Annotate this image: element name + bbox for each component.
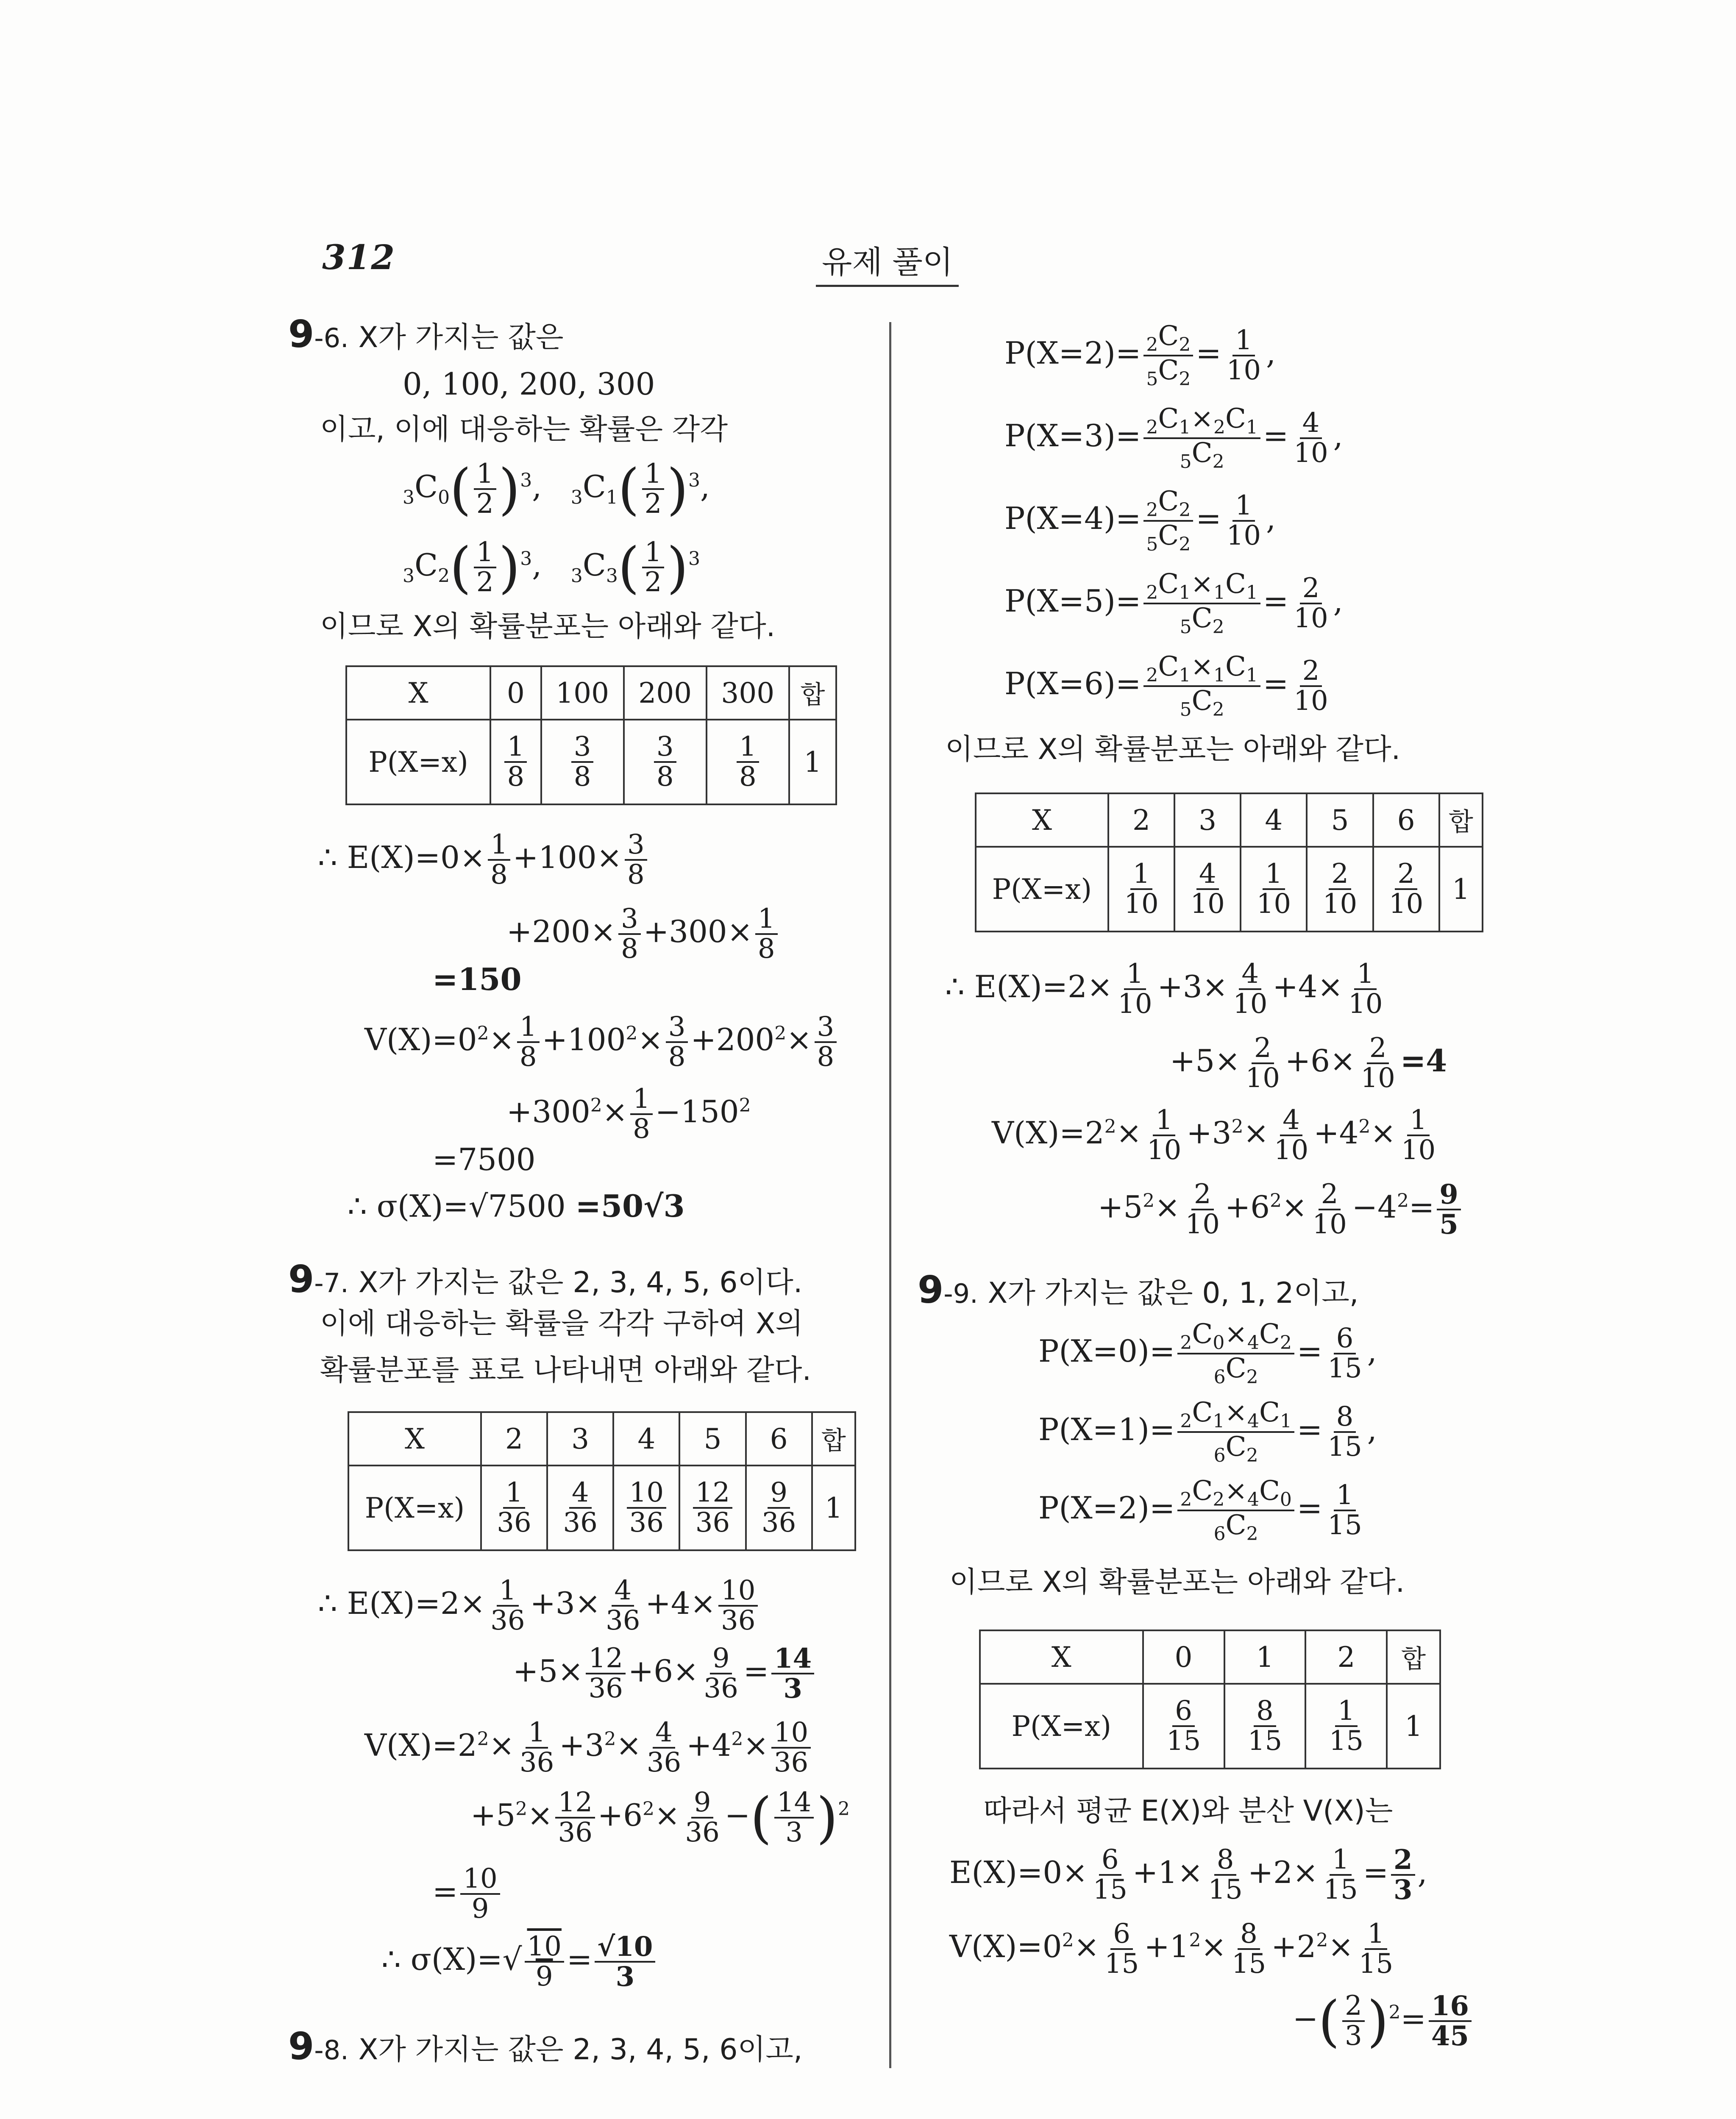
prob-x2-9-9: P(X=2)= $\frac{_2C_2\times_4C_0}{_6C_2}$ = $\frac{1}{15}$ [1038, 1475, 1362, 1545]
problem-9-7-line3: 확률분포를 표로 나타내면 아래와 같다. [320, 1354, 812, 1387]
table-cell: 1 [1439, 847, 1483, 932]
table-cell: $\frac{12}{36}$ [679, 1466, 746, 1550]
table-head-cell: 2 [481, 1412, 547, 1466]
table-head-cell: 4 [1241, 793, 1307, 847]
table-head-cell: 합 [789, 666, 836, 720]
table-cell: $\frac{1}{36}$ [481, 1466, 547, 1550]
variance-9-7-cont: $+5^2\times$ $\frac{12}{36}$ $+6^2\times$ $\frac{9}{36}$ −( $\frac{14}{3}$ )$^2$ [470, 1785, 850, 1850]
table-head-cell: X [348, 1412, 481, 1466]
table-cell: $\frac{3}{8}$ [624, 720, 707, 804]
table-cell: $\frac{1}{15}$ [1305, 1684, 1387, 1769]
variance-9-9: $V(X)=0^2\times$ $\frac{6}{15}$ $+1^2\times$ $\frac{8}{15}$ $+2^2\times$ $\frac{1}{15}$ [949, 1918, 1394, 1980]
table-head-cell: 3 [547, 1412, 613, 1466]
table-cell: $\frac{1}{8}$ [490, 720, 541, 804]
table-head-cell: X [976, 793, 1108, 847]
variance-9-6-result: =7500 [432, 1142, 536, 1177]
table-head-cell: X [346, 666, 490, 720]
variance-9-7-result: = $\frac{10}{9}$ [432, 1865, 503, 1923]
sigma-9-6: ∴ σ(X)=√7500 =50√3 [348, 1188, 685, 1224]
expectation-9-8-cont: +5× $\frac{2}{10}$ +6× $\frac{2}{10}$ =4 [1170, 1032, 1447, 1094]
distribution-table-9-7 [348, 1411, 856, 1551]
problem-9-8-heading: 9-8. X가 가지는 값은 2, 3, 4, 5, 6이고, [288, 2024, 803, 2068]
table-cell: $\frac{2}{10}$ [1373, 847, 1439, 932]
prob-x5-9-8: P(X=5)= $\frac{_2C_1\times_1C_1}{_5C_2}$ = $\frac{2}{10}$ , [1004, 568, 1343, 638]
table-cell: 1 [789, 720, 836, 804]
column-divider [889, 322, 891, 2068]
table-head-cell: 4 [613, 1412, 679, 1466]
table-head-cell: 5 [1307, 793, 1373, 847]
expectation-9-8: ∴ E(X)=2× $\frac{1}{10}$ +3× $\frac{4}{10}$ +4× $\frac{1}{10}$ [945, 958, 1383, 1020]
problem-9-9-heading: 9-9. X가 가지는 값은 0, 1, 2이고, [918, 1268, 1359, 1312]
problem-9-6-prob-intro: 이고, 이에 대응하는 확률은 각각 [320, 413, 728, 446]
table-cell: 1 [1387, 1684, 1440, 1769]
table-head-cell: 1 [1224, 1630, 1306, 1684]
expectation-9-7-cont: +5× $\frac{12}{36}$ +6× $\frac{9}{36}$ = $\frac{14}{3}$ [513, 1644, 817, 1703]
table-head-cell: 300 [707, 666, 789, 720]
table-head-cell: 6 [1373, 793, 1439, 847]
table-head-cell: 합 [812, 1412, 855, 1466]
variance-9-9-cont: −( $\frac{2}{3}$ )$^2$= $\frac{16}{45}$ [1293, 1992, 1474, 2050]
problem-9-9-summary: 따라서 평균 E(X)와 분산 V(X)는 [983, 1794, 1393, 1828]
table-cell: $\frac{6}{15}$ [1143, 1684, 1224, 1769]
table-cell: $\frac{1}{10}$ [1108, 847, 1174, 932]
table-head-cell: 합 [1387, 1630, 1440, 1684]
table-row-label: P(X=x) [980, 1684, 1143, 1769]
table-head-cell: 5 [679, 1412, 746, 1466]
table-head-cell: X [980, 1630, 1143, 1684]
table-cell: $\frac{4}{36}$ [547, 1466, 613, 1550]
prob-x1-9-9: P(X=1)= $\frac{_2C_1\times_4C_1}{_6C_2}$ = $\frac{8}{15}$ , [1038, 1397, 1377, 1466]
table-cell: 1 [812, 1466, 855, 1550]
problem-9-8-conclusion: 이므로 X의 확률분포는 아래와 같다. [945, 733, 1401, 766]
table-head-cell: 0 [1143, 1630, 1224, 1684]
page-header-title: 유제 풀이 [816, 237, 959, 287]
problem-9-6-heading: 9-6. X가 가지는 값은 [288, 312, 564, 356]
problem-9-6-conclusion: 이므로 X의 확률분포는 아래와 같다. [320, 610, 776, 643]
table-head-cell: 2 [1108, 793, 1174, 847]
variance-9-8: $V(X)=2^2\times$ $\frac{1}{10}$ $+3^2\times$ $\frac{4}{10}$ $+4^2\times$ $\frac{1}{10}$ [992, 1104, 1436, 1166]
table-head-cell: 200 [624, 666, 707, 720]
table-head-cell: 0 [490, 666, 541, 720]
table-cell: $\frac{1}{10}$ [1241, 847, 1307, 932]
table-cell: $\frac{1}{8}$ [707, 720, 789, 804]
table-cell: $\frac{8}{15}$ [1224, 1684, 1306, 1769]
variance-9-7: $V(X)=2^2\times$ $\frac{1}{36}$ $+3^2\times$ $\frac{4}{36}$ $+4^2\times$ $\frac{10}{36}$ [364, 1719, 813, 1777]
binomial-probs-row2: $_3C_2$( $\frac{1}{2}$ )$^3$, $_3C_3$( $\frac{1}{2}$ )$^3$ [403, 535, 701, 600]
table-cell: $\frac{3}{8}$ [541, 720, 624, 804]
prob-x4-9-8: P(X=4)= $\frac{_2C_2}{_5C_2}$ = $\frac{1}{10}$ , [1004, 486, 1276, 555]
prob-x3-9-8: P(X=3)= $\frac{_2C_1\times_2C_1}{_5C_2}$ = $\frac{4}{10}$ , [1004, 403, 1343, 473]
prob-x2-9-8: P(X=2)= $\frac{_2C_2}{_5C_2}$ = $\frac{1}{10}$ , [1004, 320, 1276, 390]
variance-9-6-cont: $+300^2\times$ $\frac{1}{8}$ $-150^2$ [506, 1083, 751, 1145]
table-head-cell: 100 [541, 666, 624, 720]
table-head-cell: 2 [1305, 1630, 1387, 1684]
prob-x0-9-9: P(X=0)= $\frac{_2C_0\times_4C_2}{_6C_2}$ = $\frac{6}{15}$ , [1038, 1318, 1377, 1388]
table-head-cell: 합 [1439, 793, 1483, 847]
variance-9-8-cont: $+5^2\times$ $\frac{2}{10}$ $+6^2\times$ $\frac{2}{10}$ $-4^2=$ $\frac{9}{5}$ [1098, 1180, 1463, 1239]
expectation-9-6: ∴ E(X)=0× $\frac{1}{8}$ +100× $\frac{3}{8}$ [318, 831, 650, 889]
sigma-9-7: ∴ σ(X)=√ $\frac{10}{9}$ = $\frac{√10}{3}$ [381, 1933, 658, 1991]
table-cell: $\frac{10}{36}$ [613, 1466, 679, 1550]
table-cell: $\frac{4}{10}$ [1174, 847, 1241, 932]
expectation-9-9: E(X)=0× $\frac{6}{15}$ +1× $\frac{8}{15}$ +2× $\frac{1}{15}$ = $\frac{2}{3}$ , [949, 1844, 1427, 1906]
table-head-cell: 3 [1174, 793, 1241, 847]
problem-9-9-conclusion: 이므로 X의 확률분포는 아래와 같다. [949, 1566, 1405, 1599]
expectation-9-7: ∴ E(X)=2× $\frac{1}{36}$ +3× $\frac{4}{36}$ +4× $\frac{10}{36}$ [318, 1577, 760, 1635]
table-head-cell: 6 [746, 1412, 812, 1466]
prob-x6-9-8: P(X=6)= $\frac{_2C_1\times_1C_1}{_5C_2}$ = $\frac{2}{10}$ [1004, 651, 1328, 720]
table-cell: $\frac{9}{36}$ [746, 1466, 812, 1550]
distribution-table-9-6 [345, 665, 837, 805]
expectation-9-6-result: =150 [432, 961, 522, 997]
problem-9-7-line2: 이에 대응하는 확률을 각각 구하여 X의 [320, 1307, 803, 1340]
table-cell: $\frac{2}{10}$ [1307, 847, 1373, 932]
table-row-label: P(X=x) [348, 1466, 481, 1550]
table-row-label: P(X=x) [976, 847, 1108, 932]
binomial-probs-row1: $_3C_0$( $\frac{1}{2}$ )$^3$, $_3C_1$( $\frac{1}{2}$ )$^3$, [403, 457, 710, 522]
table-row-label: P(X=x) [346, 720, 490, 804]
page-number: 312 [322, 237, 395, 277]
distribution-table-9-8 [975, 793, 1483, 932]
expectation-9-6-cont: +200× $\frac{3}{8}$ +300× $\frac{1}{8}$ [506, 905, 780, 963]
problem-9-7-heading: 9-7. X가 가지는 값은 2, 3, 4, 5, 6이다. [288, 1257, 803, 1301]
distribution-table-9-9 [979, 1630, 1441, 1769]
variance-9-6: $V(X)=0^2\times$ $\frac{1}{8}$ $+100^2\times$ $\frac{3}{8}$ $+200^2\times$ $\frac{3}{8}$ [364, 1013, 839, 1071]
problem-9-6-values: 0, 100, 200, 300 [403, 366, 655, 402]
